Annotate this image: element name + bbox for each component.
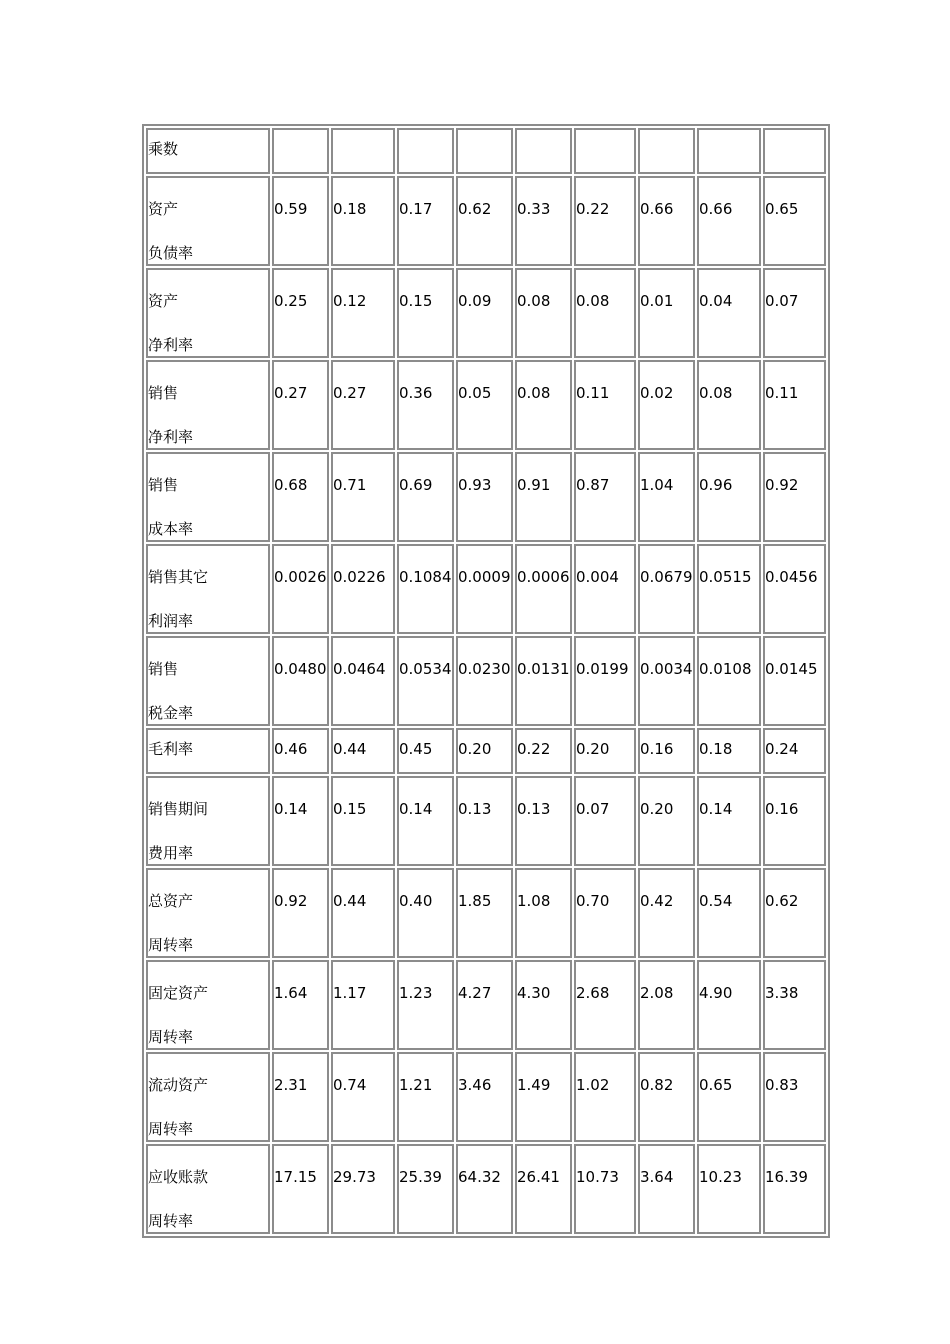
value-text: 0.66	[699, 200, 733, 218]
value-cell	[331, 360, 395, 450]
value-text: 10.73	[576, 1168, 619, 1186]
value-text: 0.82	[640, 1076, 674, 1094]
value-text: 0.44	[333, 740, 367, 758]
value-cell	[331, 128, 395, 174]
value-text: 0.15	[333, 800, 367, 818]
value-text: 0.93	[458, 476, 492, 494]
value-text: 0.36	[399, 384, 433, 402]
value-cell	[763, 544, 826, 634]
value-cell	[456, 960, 513, 1050]
value-cell	[763, 176, 826, 266]
value-cell	[763, 128, 826, 174]
value-cell	[697, 1052, 761, 1142]
value-cell	[515, 452, 572, 542]
value-text: 1.49	[517, 1076, 551, 1094]
value-text: 0.004	[576, 568, 619, 586]
value-text: 3.38	[765, 984, 799, 1002]
value-text: 0.0534	[399, 660, 452, 678]
row-label-text: 周转率	[148, 1028, 194, 1046]
value-text: 0.09	[458, 292, 492, 310]
value-text: 0.40	[399, 892, 433, 910]
row-label-cell	[146, 544, 270, 634]
value-cell	[763, 268, 826, 358]
value-cell	[638, 1052, 695, 1142]
value-cell	[515, 636, 572, 726]
row-label-text: 税金率	[148, 704, 194, 722]
row-label-text: 周转率	[148, 1120, 194, 1138]
row-label-cell	[146, 268, 270, 358]
row-label-text: 负债率	[148, 244, 194, 262]
table-row	[146, 960, 826, 1050]
value-cell	[397, 868, 454, 958]
value-cell	[697, 1144, 761, 1234]
value-cell	[515, 960, 572, 1050]
value-cell	[272, 544, 329, 634]
value-text: 3.64	[640, 1168, 674, 1186]
value-cell	[763, 452, 826, 542]
value-cell	[697, 776, 761, 866]
value-text: 0.16	[765, 800, 799, 818]
row-label-cell	[146, 960, 270, 1050]
value-cell	[515, 1052, 572, 1142]
value-text: 0.0108	[699, 660, 752, 678]
value-cell	[456, 452, 513, 542]
value-text: 1.23	[399, 984, 433, 1002]
value-cell	[515, 728, 572, 774]
value-cell	[638, 544, 695, 634]
value-cell	[397, 1144, 454, 1234]
value-cell	[331, 176, 395, 266]
row-label-text: 流动资产	[148, 1076, 209, 1094]
value-cell	[638, 776, 695, 866]
value-cell	[574, 960, 636, 1050]
value-cell	[638, 728, 695, 774]
value-cell	[638, 128, 695, 174]
value-text: 0.16	[640, 740, 674, 758]
value-text: 1.64	[274, 984, 308, 1002]
value-cell	[272, 360, 329, 450]
value-text: 26.41	[517, 1168, 560, 1186]
financial-ratio-table-container	[142, 124, 830, 1238]
value-cell	[763, 776, 826, 866]
value-text: 0.54	[699, 892, 733, 910]
value-cell	[638, 176, 695, 266]
value-cell	[272, 128, 329, 174]
row-label-text: 成本率	[148, 520, 194, 538]
value-text: 0.62	[458, 200, 492, 218]
value-text: 0.70	[576, 892, 610, 910]
value-cell	[515, 868, 572, 958]
value-cell	[763, 728, 826, 774]
value-text: 0.11	[576, 384, 610, 402]
value-cell	[697, 544, 761, 634]
row-label-text: 毛利率	[148, 740, 194, 758]
value-cell	[638, 636, 695, 726]
value-text: 0.08	[517, 292, 551, 310]
value-cell	[456, 636, 513, 726]
value-cell	[331, 636, 395, 726]
row-label-cell	[146, 452, 270, 542]
table-row	[146, 868, 826, 958]
row-label-text: 费用率	[148, 844, 194, 862]
value-cell	[697, 452, 761, 542]
table-row	[146, 360, 826, 450]
value-text: 0.0199	[576, 660, 629, 678]
value-cell	[697, 728, 761, 774]
value-cell	[638, 268, 695, 358]
row-label-cell	[146, 1144, 270, 1234]
value-text: 0.01	[640, 292, 674, 310]
value-cell	[272, 776, 329, 866]
value-cell	[763, 960, 826, 1050]
value-text: 2.08	[640, 984, 674, 1002]
value-text: 0.71	[333, 476, 367, 494]
value-text: 16.39	[765, 1168, 808, 1186]
row-label-text: 资产	[148, 292, 179, 310]
table-row	[146, 728, 826, 774]
value-cell	[697, 636, 761, 726]
value-text: 0.0026	[274, 568, 327, 586]
value-text: 0.33	[517, 200, 551, 218]
value-text: 0.20	[458, 740, 492, 758]
value-text: 0.66	[640, 200, 674, 218]
value-cell	[638, 868, 695, 958]
value-cell	[638, 452, 695, 542]
value-cell	[574, 1144, 636, 1234]
value-cell	[456, 1052, 513, 1142]
value-cell	[515, 360, 572, 450]
value-cell	[638, 360, 695, 450]
value-text: 0.68	[274, 476, 308, 494]
value-text: 4.30	[517, 984, 551, 1002]
value-cell	[763, 636, 826, 726]
value-cell	[456, 1144, 513, 1234]
value-text: 0.24	[765, 740, 799, 758]
row-label-text: 销售期间	[148, 800, 209, 818]
value-text: 0.14	[274, 800, 308, 818]
row-label-cell	[146, 728, 270, 774]
row-label-cell	[146, 868, 270, 958]
value-cell	[697, 268, 761, 358]
value-text: 0.0230	[458, 660, 511, 678]
value-cell	[574, 360, 636, 450]
value-cell	[397, 268, 454, 358]
value-cell	[397, 776, 454, 866]
row-label-text: 周转率	[148, 1212, 194, 1230]
value-cell	[697, 176, 761, 266]
row-label-text: 销售	[148, 660, 179, 678]
value-text: 0.13	[517, 800, 551, 818]
value-text: 0.96	[699, 476, 733, 494]
row-label-text: 固定资产	[148, 984, 209, 1002]
value-text: 0.0226	[333, 568, 386, 586]
value-text: 0.17	[399, 200, 433, 218]
value-cell	[272, 728, 329, 774]
row-label-text: 净利率	[148, 336, 194, 354]
value-text: 0.05	[458, 384, 492, 402]
value-cell	[638, 960, 695, 1050]
value-cell	[397, 128, 454, 174]
value-text: 0.46	[274, 740, 308, 758]
value-cell	[272, 268, 329, 358]
value-cell	[574, 268, 636, 358]
value-text: 0.65	[699, 1076, 733, 1094]
value-text: 0.14	[699, 800, 733, 818]
value-text: 0.22	[517, 740, 551, 758]
value-text: 3.46	[458, 1076, 492, 1094]
value-cell	[515, 1144, 572, 1234]
value-text: 1.02	[576, 1076, 610, 1094]
value-text: 0.65	[765, 200, 799, 218]
value-cell	[331, 1052, 395, 1142]
table-row	[146, 1052, 826, 1142]
value-text: 25.39	[399, 1168, 442, 1186]
value-text: 1.08	[517, 892, 551, 910]
value-text: 0.0515	[699, 568, 752, 586]
value-text: 0.0009	[458, 568, 511, 586]
value-text: 0.18	[333, 200, 367, 218]
value-cell	[515, 544, 572, 634]
row-label-text: 销售	[148, 476, 179, 494]
table-row	[146, 1144, 826, 1234]
value-text: 10.23	[699, 1168, 742, 1186]
value-cell	[456, 728, 513, 774]
value-text: 0.12	[333, 292, 367, 310]
row-label-text: 利润率	[148, 612, 194, 630]
value-cell	[272, 1052, 329, 1142]
value-text: 0.42	[640, 892, 674, 910]
value-cell	[456, 176, 513, 266]
value-cell	[515, 268, 572, 358]
value-cell	[272, 1144, 329, 1234]
value-text: 0.07	[765, 292, 799, 310]
value-cell	[456, 360, 513, 450]
value-text: 0.0464	[333, 660, 386, 678]
financial-ratio-table	[142, 124, 830, 1238]
value-text: 0.0145	[765, 660, 818, 678]
row-label-cell	[146, 360, 270, 450]
value-cell	[697, 868, 761, 958]
value-cell	[574, 544, 636, 634]
value-cell	[397, 728, 454, 774]
value-text: 2.31	[274, 1076, 308, 1094]
value-text: 17.15	[274, 1168, 317, 1186]
value-cell	[697, 960, 761, 1050]
value-text: 0.14	[399, 800, 433, 818]
value-cell	[272, 636, 329, 726]
value-text: 1.04	[640, 476, 674, 494]
value-cell	[397, 176, 454, 266]
value-text: 4.27	[458, 984, 492, 1002]
value-text: 2.68	[576, 984, 610, 1002]
value-cell	[397, 544, 454, 634]
value-text: 0.1084	[399, 568, 452, 586]
value-text: 0.07	[576, 800, 610, 818]
value-text: 0.0006	[517, 568, 570, 586]
value-cell	[272, 960, 329, 1050]
value-cell	[574, 128, 636, 174]
row-label-text: 乘数	[148, 140, 179, 158]
value-cell	[763, 1052, 826, 1142]
value-text: 0.0456	[765, 568, 818, 586]
value-cell	[456, 776, 513, 866]
value-text: 1.21	[399, 1076, 433, 1094]
value-text: 0.92	[765, 476, 799, 494]
value-cell	[574, 868, 636, 958]
value-text: 4.90	[699, 984, 733, 1002]
row-label-text: 销售	[148, 384, 179, 402]
value-cell	[574, 636, 636, 726]
value-cell	[397, 960, 454, 1050]
row-label-cell	[146, 176, 270, 266]
value-cell	[456, 868, 513, 958]
table-body	[146, 128, 826, 1234]
value-text: 0.83	[765, 1076, 799, 1094]
value-text: 0.0679	[640, 568, 693, 586]
table-row	[146, 636, 826, 726]
value-cell	[515, 776, 572, 866]
table-row	[146, 128, 826, 174]
table-row	[146, 776, 826, 866]
value-text: 0.08	[576, 292, 610, 310]
value-text: 64.32	[458, 1168, 501, 1186]
value-cell	[456, 544, 513, 634]
value-cell	[272, 176, 329, 266]
value-cell	[331, 544, 395, 634]
value-text: 1.17	[333, 984, 367, 1002]
table-row	[146, 268, 826, 358]
table-row	[146, 176, 826, 266]
value-cell	[331, 868, 395, 958]
value-text: 0.08	[699, 384, 733, 402]
value-text: 0.45	[399, 740, 433, 758]
value-cell	[574, 176, 636, 266]
table-row	[146, 452, 826, 542]
value-text: 0.0131	[517, 660, 570, 678]
value-text: 0.91	[517, 476, 551, 494]
value-cell	[397, 360, 454, 450]
value-text: 0.15	[399, 292, 433, 310]
value-cell	[763, 1144, 826, 1234]
value-text: 0.69	[399, 476, 433, 494]
value-cell	[331, 1144, 395, 1234]
value-text: 0.92	[274, 892, 308, 910]
value-text: 0.04	[699, 292, 733, 310]
value-cell	[331, 452, 395, 542]
value-cell	[456, 268, 513, 358]
value-cell	[697, 128, 761, 174]
row-label-cell	[146, 776, 270, 866]
row-label-text: 净利率	[148, 428, 194, 446]
value-cell	[456, 128, 513, 174]
value-text: 0.20	[576, 740, 610, 758]
value-cell	[638, 1144, 695, 1234]
value-text: 0.18	[699, 740, 733, 758]
value-cell	[397, 636, 454, 726]
value-cell	[331, 960, 395, 1050]
value-text: 0.74	[333, 1076, 367, 1094]
value-cell	[272, 868, 329, 958]
value-cell	[574, 1052, 636, 1142]
value-cell	[574, 776, 636, 866]
value-text: 0.59	[274, 200, 308, 218]
row-label-text: 资产	[148, 200, 179, 218]
value-cell	[574, 452, 636, 542]
value-text: 0.25	[274, 292, 308, 310]
row-label-text: 应收账款	[148, 1168, 209, 1186]
value-cell	[331, 728, 395, 774]
value-cell	[763, 868, 826, 958]
value-text: 0.08	[517, 384, 551, 402]
value-cell	[272, 452, 329, 542]
value-cell	[515, 128, 572, 174]
table-row	[146, 544, 826, 634]
row-label-text: 总资产	[148, 892, 194, 910]
row-label-cell	[146, 128, 270, 174]
value-text: 0.20	[640, 800, 674, 818]
row-label-text: 销售其它	[148, 568, 209, 586]
value-text: 0.02	[640, 384, 674, 402]
value-cell	[331, 268, 395, 358]
value-text: 1.85	[458, 892, 492, 910]
value-text: 0.0480	[274, 660, 327, 678]
value-text: 29.73	[333, 1168, 376, 1186]
value-text: 0.27	[333, 384, 367, 402]
value-cell	[763, 360, 826, 450]
value-text: 0.13	[458, 800, 492, 818]
value-text: 0.11	[765, 384, 799, 402]
value-text: 0.62	[765, 892, 799, 910]
value-text: 0.27	[274, 384, 308, 402]
value-cell	[515, 176, 572, 266]
value-cell	[697, 360, 761, 450]
row-label-cell	[146, 1052, 270, 1142]
value-text: 0.87	[576, 476, 610, 494]
value-cell	[574, 728, 636, 774]
value-cell	[397, 452, 454, 542]
value-text: 0.44	[333, 892, 367, 910]
row-label-text: 周转率	[148, 936, 194, 954]
row-label-cell	[146, 636, 270, 726]
value-cell	[397, 1052, 454, 1142]
value-cell	[331, 776, 395, 866]
value-text: 0.0034	[640, 660, 693, 678]
value-text: 0.22	[576, 200, 610, 218]
